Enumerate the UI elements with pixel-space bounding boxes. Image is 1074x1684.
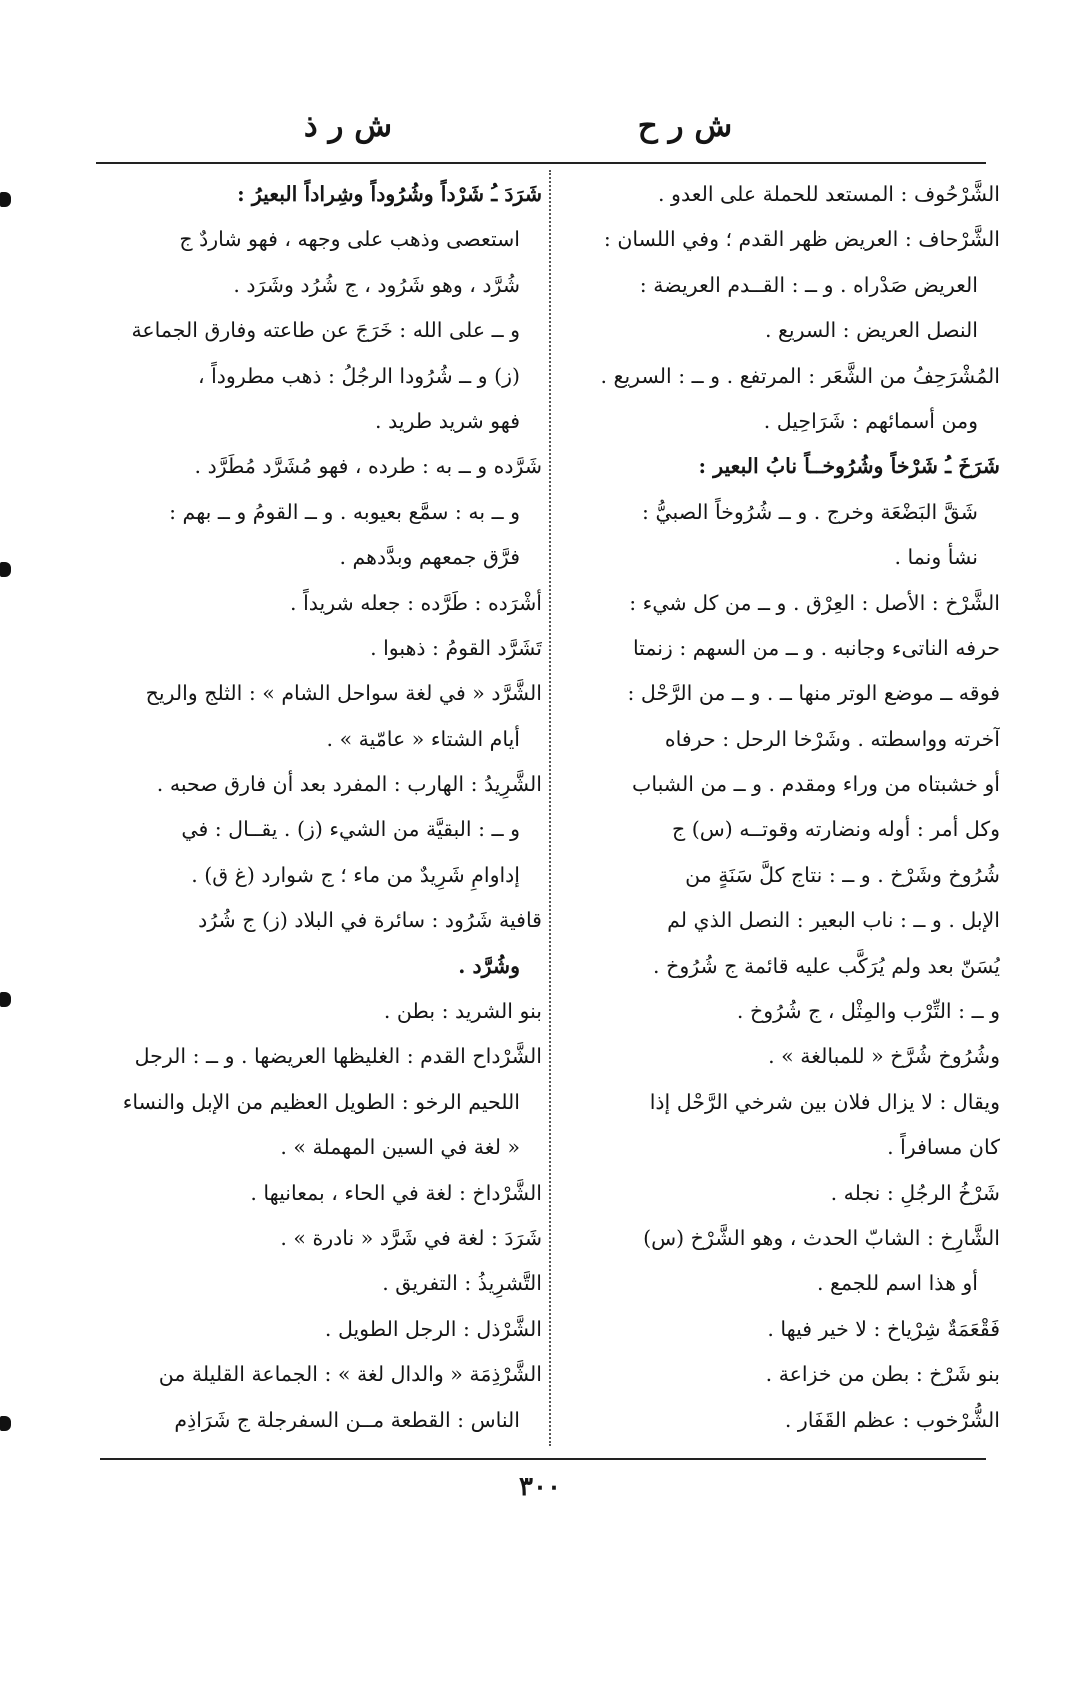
right-column-line: الشُّرْخوب : عظم القَفَار . bbox=[784, 1407, 1000, 1432]
margin-mark bbox=[0, 192, 11, 207]
right-column-line: النصل العريض : السريع . bbox=[764, 318, 978, 343]
left-column-line: فهو شريد طريد . bbox=[375, 408, 520, 433]
left-column-line: الشَّرْذل : الرجل الطويل . bbox=[324, 1316, 542, 1341]
right-column-line: أو هذا اسم للجمع . bbox=[817, 1271, 978, 1296]
right-column-line: شُرُوخ وشَرْخ . و ــ : نتاج كلَّ سَنَةٍ من bbox=[685, 862, 1000, 887]
left-column-line: شَرَدَ ـُ شَرْداً وشُرُوداً وشِراداً البعيرُ : bbox=[237, 182, 542, 206]
right-column-line: يُسَنّ بعد ولم يُرَكَّب عليه قائمة ج شُرُوخ . bbox=[653, 953, 1000, 978]
right-column-line: المُشْرَحِفُ من الشَّعَر : المرتفع . و ــ : السريع . bbox=[600, 363, 1000, 388]
left-column-line: الشَّرَّد « في لغة سواحل الشام » : الثلج والريح bbox=[145, 681, 542, 706]
right-column-line: وكل أمر : أوله ونضارته وقوتــه (س) ج bbox=[672, 817, 1000, 842]
left-column-line: « لغة في السين المهملة » . bbox=[280, 1135, 520, 1160]
left-column-line: استعصى وذهب على وجهه ، فهو شاردٌ ج bbox=[179, 227, 520, 252]
right-column-line: حرفه الناتىء وجانبه . و ــ من السهم : زنمتا bbox=[632, 635, 1000, 660]
left-column-line: أيام الشتاء « عامّية » . bbox=[326, 726, 520, 751]
right-column-line: شَرْخُ الرجُلِ : نجله . bbox=[830, 1180, 1000, 1205]
right-column-line: أو خشبتاه من وراء ومقدم . و ــ من الشباب bbox=[632, 772, 1000, 797]
left-column-line: شُرَّد ، وهو شَرُود ، ج شُرُد وشَرَد . bbox=[233, 272, 520, 297]
right-column-line: الإبل . و ــ : ناب البعير : النصل الذي لم bbox=[667, 908, 1000, 933]
left-column-line: الناس : القطعة مــن السفرجلة ج شَرَاذِم bbox=[174, 1407, 520, 1432]
page-number: ٣٠٠ bbox=[519, 1472, 561, 1502]
left-column-line: الشَّرِيدُ : الهارب : المفرد بعد أن فارق صحبه . bbox=[156, 772, 542, 797]
left-column-line: شَرَدَ : لغة في شَرَّد « نادرة » . bbox=[280, 1225, 542, 1250]
right-column-line: وشُرُوخ شُرَّخ « للمبالغة » . bbox=[768, 1044, 1000, 1069]
right-column-line: الشَّرْخ : الأصل : العِرْق . و ــ من كل شيء : bbox=[629, 590, 1000, 615]
left-column-line: إداوامِ شَرِيدٌ من ماء ؛ ج شوارد (غ ق) . bbox=[191, 862, 520, 887]
margin-mark bbox=[0, 562, 11, 577]
right-column-line: العريض صَدْراه . و ــ : القــدم العريضة : bbox=[639, 272, 978, 297]
left-column bbox=[100, 172, 542, 1443]
right-column-line: ومن أسمائهم : شَرَاحِيل . bbox=[763, 408, 978, 433]
right-column bbox=[560, 172, 1000, 1443]
right-column-line: الشَّرْحُوف : المستعد للحملة على العدو . bbox=[658, 182, 1000, 206]
left-column-line: قافية شَرُود : سائرة في البلاد (ز) ج شُرُد bbox=[198, 908, 542, 933]
left-column-line: التَّشرِيذُ : التفريق . bbox=[382, 1271, 542, 1296]
right-column-line: فَقْعَمَةٌ شِرْياخ : لا خير فيها . bbox=[767, 1316, 1000, 1341]
right-column-line: ويقال : لا يزال فلان بين شرخي الرَّحْل إذا bbox=[649, 1089, 1000, 1114]
left-column-line: و ــ : البقيَّة من الشيء (ز) . يقــال : في bbox=[181, 817, 520, 842]
right-column-line: فوقه ــ موضع الوتر منها ــ . و ــ من الرَّحْل : bbox=[627, 681, 1000, 706]
left-column-line: الشَّرْذِمَة « والدال لغة » : الجماعة القليلة من bbox=[158, 1362, 542, 1387]
left-column-line: وشُرَّد . bbox=[458, 953, 520, 978]
left-column-line: تَشَرَّد القومُ : ذهبوا . bbox=[370, 635, 542, 660]
left-column-line: اللحيم الرخو : الطويل العظيم من الإبل والنساء bbox=[122, 1089, 520, 1114]
right-column-line: الشَّارِخ : الشابّ الحدث ، وهو الشَّرْخ (س) bbox=[643, 1225, 1000, 1250]
left-column-header: ش ر ذ bbox=[303, 108, 393, 144]
right-column-line: آخرته وواسطته . وشَرْخا الرحل : حرفاه bbox=[664, 726, 1000, 751]
right-column-line: شَقَّ البَضْعَة وخرج . و ــ شُرُوخاً الصبيُّ : bbox=[642, 499, 978, 524]
top-rule bbox=[96, 162, 986, 164]
margin-mark bbox=[0, 1416, 11, 1431]
margin-mark bbox=[0, 992, 11, 1007]
left-column-line: فرَّق جمعهم وبدَّدهم . bbox=[339, 545, 520, 570]
right-column-line: نشأ ونما . bbox=[894, 545, 978, 570]
right-column-line: كان مسافراً . bbox=[887, 1135, 1000, 1160]
right-column-line: شَرَخَ ـُ شَرْخاً وشُرُوخــاً نابُ البعير : bbox=[698, 454, 1000, 479]
left-column-line: أشْرَده : طَرَّده : جعله شريداً . bbox=[290, 590, 542, 615]
bottom-rule bbox=[100, 1458, 986, 1460]
left-column-line: بنو الشريد : بطن . bbox=[383, 999, 542, 1024]
left-column-line: و ــ به : سمَّع بعيوبه . و ــ القومُ و ــ بهم : bbox=[169, 499, 520, 524]
right-column-line: و ــ : التِّرْب والمِثْل ، ج شُرُوخ . bbox=[736, 999, 1000, 1024]
column-divider bbox=[549, 170, 551, 1446]
left-column-line: (ز) و ــ شُرُودا الرجُلُ : ذهب مطروداً ، bbox=[197, 363, 520, 388]
left-column-line: شَرَّده و ــ به : طرده ، فهو مُشَرَّد مُطَرَّد . bbox=[194, 454, 542, 479]
left-column-line: الشَّرْداخ : لغة في الحاء ، بمعانيها . bbox=[250, 1180, 542, 1205]
left-column-line: و ــ على الله : خَرَجَ عن طاعته وفارق الجماعة bbox=[131, 318, 520, 343]
right-column-line: الشَّرْحاف : العريض ظهر القدم ؛ وفي اللسان : bbox=[603, 227, 1000, 252]
right-column-line: بنو شَرْخ : بطن من خزاعة . bbox=[765, 1362, 1000, 1387]
right-column-header: ش ر ح bbox=[637, 108, 733, 144]
left-column-line: الشَّرْداح القدم : الغليظها العريضها . و ــ : الرجل bbox=[134, 1044, 542, 1069]
